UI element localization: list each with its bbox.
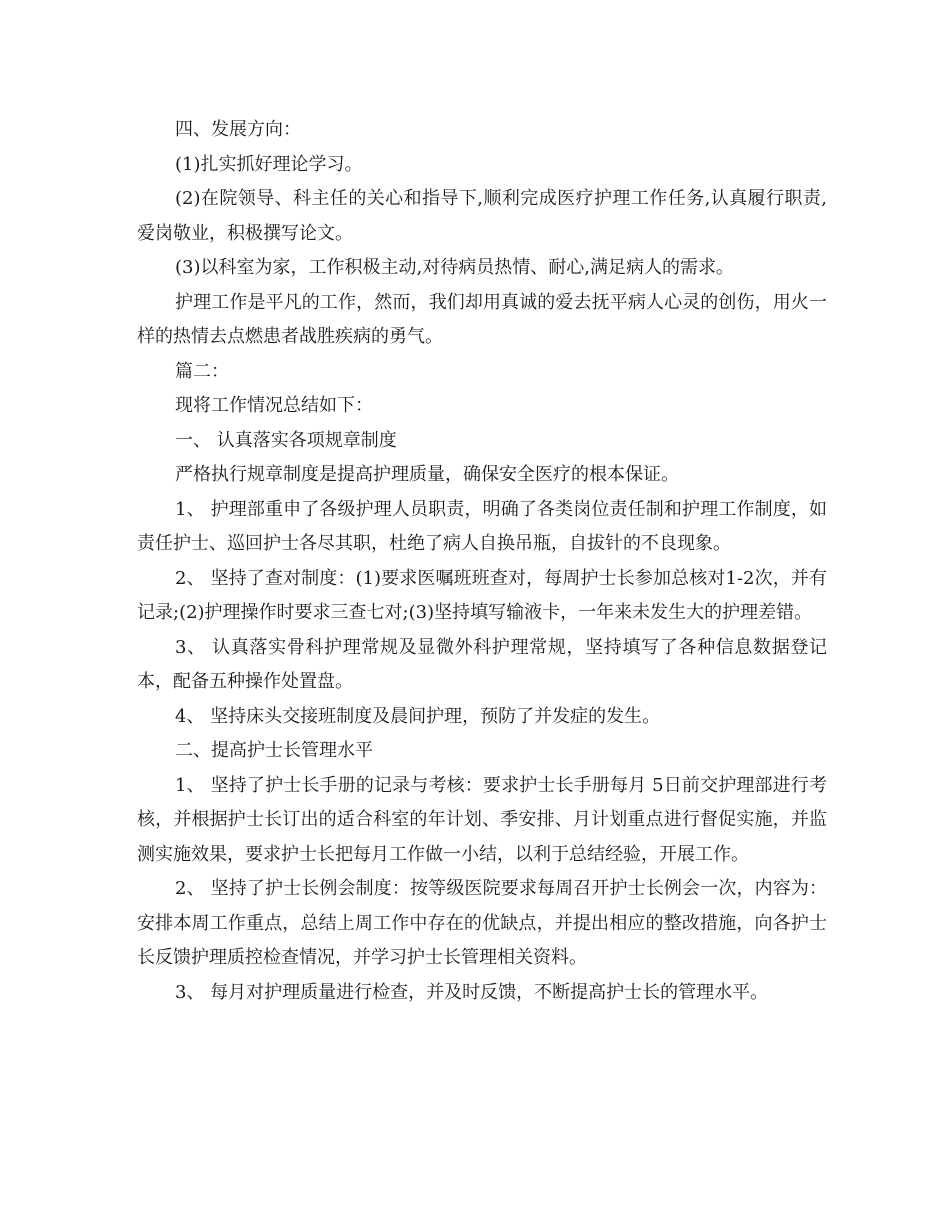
document-body: [137, 113, 827, 1010]
paragraph: 严格执行规章制度是提高护理质量，确保安全医疗的根本保证。: [175, 464, 679, 485]
part-heading: 篇二：: [175, 360, 229, 382]
paragraph: 3、 每月对护理质量进行检查，并及时反馈，不断提高护士长的管理水平。: [175, 981, 769, 1003]
section-heading-development-direction: 四、发展方向：: [175, 119, 301, 140]
paragraph: (2)在院领导、科主任的关心和指导下,顺利完成医疗护理工作任务,认真履行职责,爱岗敬业，积极撰写论文。: [137, 188, 827, 244]
paragraph: 2、 坚持了护士长例会制度：按等级医院要求每周召开护士长例会一次，内容为：安排本周工作重点，总结上周工作中存在的优缺点，并提出相应的整改措施，向各护士长反馈护理质控检查情况，并学习护士长管理相关资料。: [137, 878, 827, 968]
paragraph: 2、 坚持了查对制度：(1)要求医嘱班班查对，每周护士长参加总核对1-2次，并有记录;(2)护理操作时要求三查七对;(3)坚持填写输液卡，一年来未发生大的护理差错。: [137, 567, 827, 623]
paragraph: 1、 坚持了护士长手册的记录与考核：要求护士长手册每月 5日前交护理部进行考核，并根据护士长订出的适合科室的年计划、季安排、月计划重点进行督促实施，并监测实施效果，要求护士长把每月工作做一小结，以利于总结经验，开展工作。: [137, 774, 827, 865]
paragraph: 4、 坚持床头交接班制度及晨间护理，预防了并发症的发生。: [175, 705, 661, 727]
paragraph: (1)扎实抓好理论学习。: [175, 153, 363, 175]
section-heading-management: 二、提高护士长管理水平: [175, 740, 373, 761]
section-heading-regulations: 一、 认真落实各项规章制度: [175, 429, 397, 451]
paragraph: 3、 认真落实骨科护理常规及显微外科护理常规，坚持填写了各种信息数据登记本，配备五种操作处置盘。: [137, 636, 827, 692]
paragraph: (3)以科室为家，工作积极主动,对待病员热情、耐心,满足病人的需求。: [175, 257, 734, 278]
paragraph: 现将工作情况总结如下：: [175, 395, 373, 416]
paragraph: 护理工作是平凡的工作，然而，我们却用真诚的爱去抚平病人心灵的创伤，用火一样的热情去点燃患者战胜疾病的勇气。: [137, 291, 827, 347]
paragraph: 1、 护理部重申了各级护理人员职责，明确了各类岗位责任制和护理工作制度，如责任护士、巡回护士各尽其职，杜绝了病人自换吊瓶，自拔针的不良现象。: [137, 498, 827, 554]
